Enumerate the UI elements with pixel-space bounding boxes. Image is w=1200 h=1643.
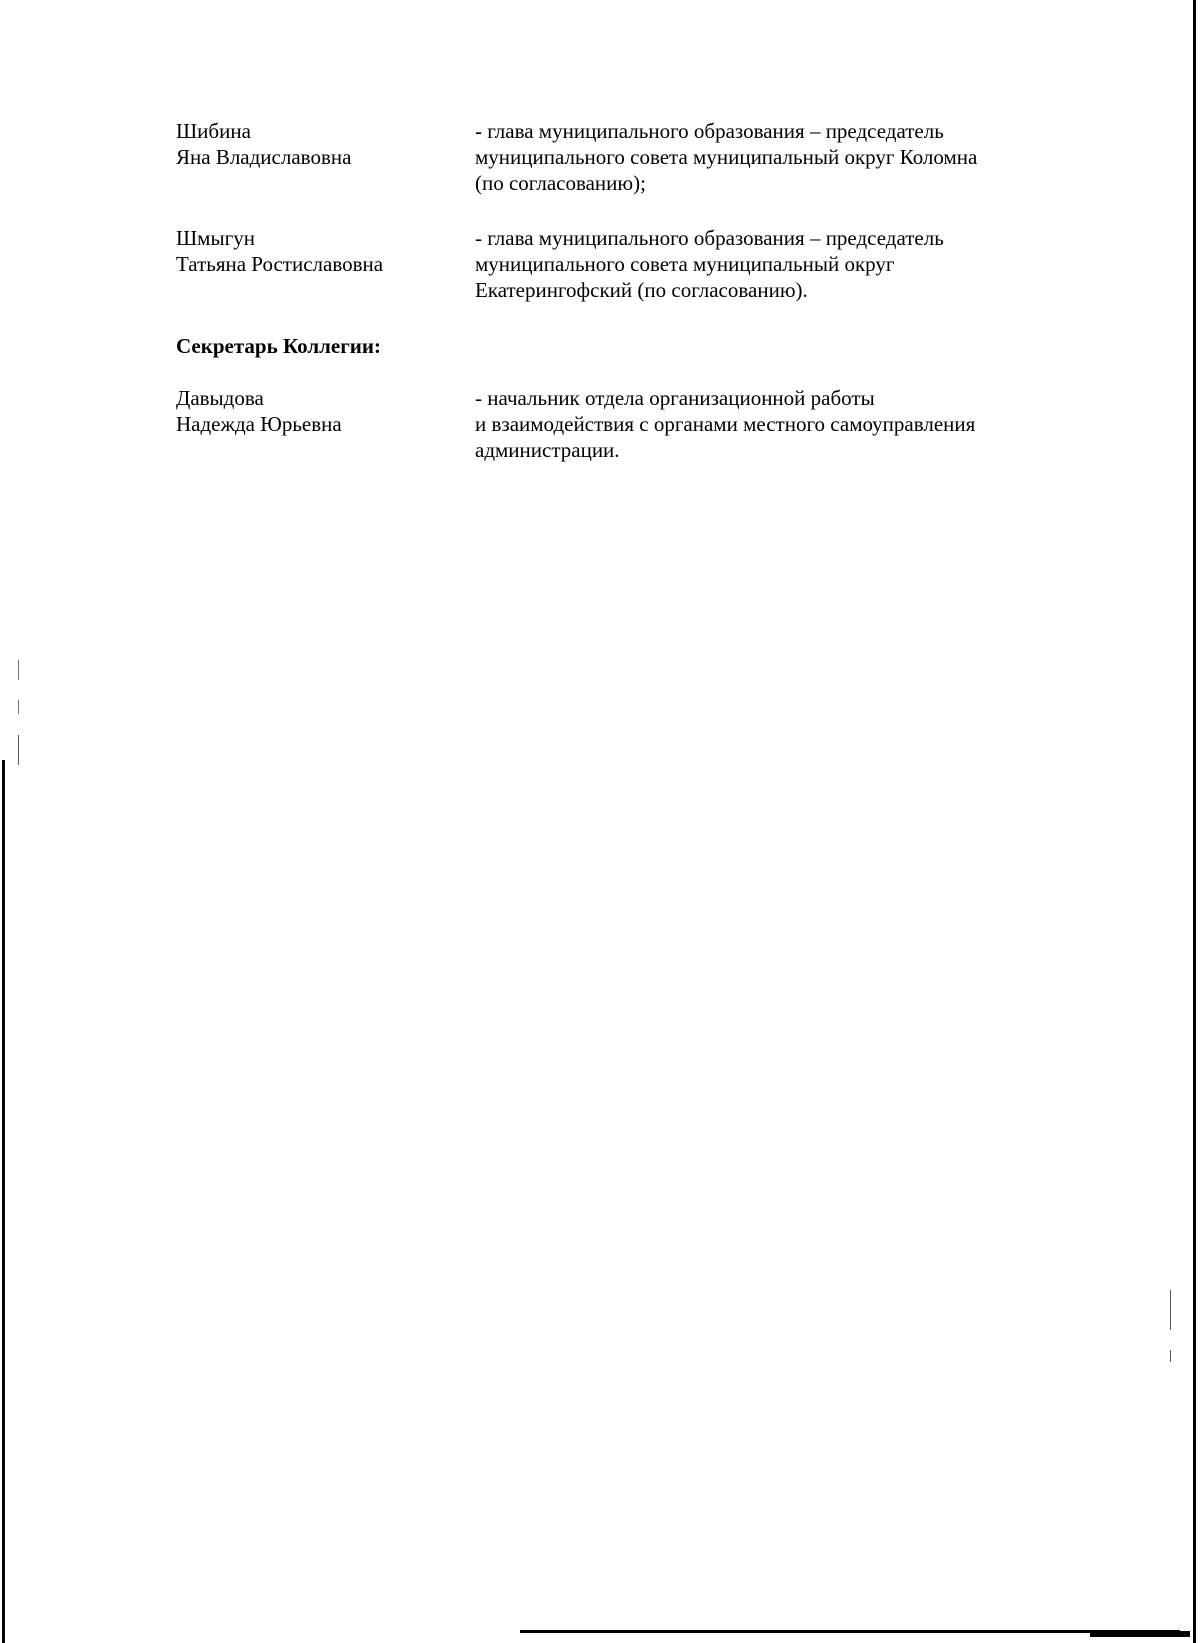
- scan-edge-right: [1193, 0, 1196, 1643]
- member-name: [176, 225, 475, 303]
- secretary-entry: [176, 385, 1056, 463]
- scan-edge-bottom: [520, 1630, 1180, 1633]
- member-given-names: Яна Владиславовна: [176, 145, 352, 169]
- scan-edge-left: [2, 760, 5, 1643]
- scan-mark: [18, 700, 19, 714]
- member-entry: [176, 118, 1056, 196]
- member-given-names: Татьяна Ростиславовна: [176, 252, 384, 276]
- scan-edge-bottom-thick: [1090, 1631, 1190, 1637]
- secretary-role: - начальник отдела организационной работы и взаимодействия с органами местного самоуправления администрации.: [475, 386, 976, 462]
- scan-mark: [18, 660, 19, 680]
- member-surname: Шибина: [176, 119, 251, 143]
- scan-mark: [18, 735, 19, 765]
- secretary-given-names: Надежда Юрьевна: [176, 412, 342, 436]
- secretary-name: [176, 385, 475, 463]
- secretary-surname: Давыдова: [176, 386, 264, 410]
- member-role: - глава муниципального образования – председатель муниципального совета муниципальный округ Коломна (по согласованию);: [475, 119, 978, 195]
- member-entry: [176, 225, 1056, 303]
- scan-mark: [1170, 1290, 1171, 1330]
- scan-mark: [1170, 1350, 1171, 1362]
- secretary-heading: Секретарь Коллегии:: [176, 334, 381, 358]
- member-role: - глава муниципального образования – председатель муниципального совета муниципальный округ Екатерингофский (по согласованию).: [475, 226, 944, 302]
- member-surname: Шмыгун: [176, 226, 255, 250]
- member-name: [176, 118, 475, 196]
